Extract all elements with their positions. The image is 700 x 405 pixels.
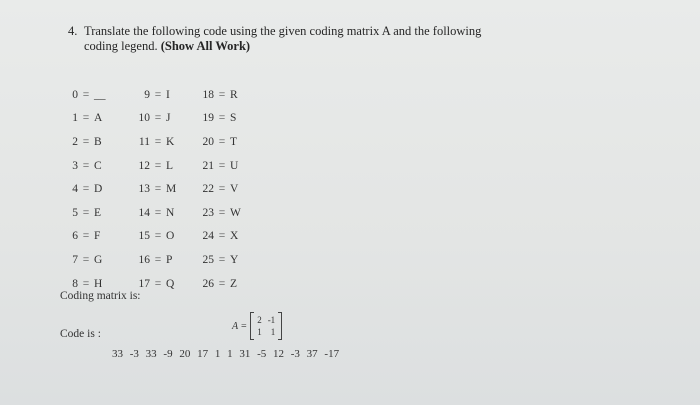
legend-entry <box>66 225 112 249</box>
legend-equals: = <box>82 135 90 148</box>
legend-equals: = <box>218 135 226 148</box>
legend-letter: U <box>230 159 239 172</box>
legend-number: 0 <box>72 88 78 101</box>
legend-letter: H <box>94 277 103 290</box>
legend-equals: = <box>218 183 226 196</box>
legend-number: 18 <box>202 88 214 101</box>
legend-number: 23 <box>202 206 214 219</box>
legend-entry <box>126 83 184 107</box>
legend-entry <box>190 130 248 154</box>
legend-equals: = <box>82 206 90 219</box>
legend-equals: = <box>82 183 90 196</box>
legend-equals: = <box>218 253 226 266</box>
legend-entry <box>126 130 184 154</box>
legend-letter: G <box>94 253 103 266</box>
legend-equals: = <box>82 253 90 266</box>
legend-letter: Q <box>166 277 175 290</box>
legend-letter: T <box>230 135 238 148</box>
legend-equals: = <box>82 277 90 290</box>
legend-equals: = <box>218 230 226 243</box>
legend-number: 14 <box>138 206 150 219</box>
legend-number: 4 <box>72 183 78 196</box>
legend-entry <box>190 225 248 249</box>
legend-number: 16 <box>138 253 150 266</box>
legend-entry <box>66 83 112 107</box>
legend-equals: = <box>218 277 226 290</box>
matrix-cell: -1 <box>267 315 276 325</box>
legend-letter: D <box>94 183 103 196</box>
legend-entry <box>190 154 248 178</box>
question-line-1 <box>68 24 508 39</box>
legend-equals: = <box>82 112 90 125</box>
legend-letter: P <box>166 253 173 266</box>
legend-entry <box>190 177 248 201</box>
legend-entry <box>66 248 112 272</box>
legend-letter: N <box>166 206 175 219</box>
legend-number: 20 <box>202 135 214 148</box>
matrix-right-bracket <box>278 312 282 340</box>
legend-letter: W <box>230 206 241 219</box>
legend-entry <box>66 130 112 154</box>
legend-letter: R <box>230 88 238 101</box>
legend-letter: E <box>94 206 102 219</box>
legend-column-1 <box>66 83 112 295</box>
legend-number: 25 <box>202 253 214 266</box>
legend-number: 9 <box>144 88 150 101</box>
legend-number: 1 <box>72 112 78 125</box>
matrix-name: A = <box>232 320 248 332</box>
legend-letter: S <box>230 112 237 125</box>
legend-entry <box>126 154 184 178</box>
legend-letter: I <box>166 88 170 101</box>
coding-matrix <box>232 312 282 340</box>
question-text <box>68 24 508 54</box>
legend-number: 12 <box>138 159 150 172</box>
legend-equals: = <box>218 206 226 219</box>
legend-entry <box>190 107 248 131</box>
legend-equals: = <box>154 88 162 101</box>
legend-number: 15 <box>138 230 150 243</box>
legend-equals: = <box>154 253 162 266</box>
show-work-instruction: (Show All Work) <box>160 39 251 53</box>
legend-number: 6 <box>72 230 78 243</box>
legend-number: 5 <box>72 206 78 219</box>
code-values: 33 -3 33 -9 20 17 1 1 31 -5 12 -3 37 -17 <box>112 348 340 360</box>
legend-letter: L <box>166 159 174 172</box>
question-number: 4. <box>68 24 78 38</box>
legend-equals: = <box>154 206 162 219</box>
legend-number: 11 <box>138 135 150 148</box>
legend-entry <box>190 248 248 272</box>
legend-letter: Z <box>230 277 238 290</box>
legend-letter: K <box>166 135 175 148</box>
legend-number: 2 <box>72 135 78 148</box>
question-line-2 <box>68 39 508 54</box>
legend-number: 24 <box>202 230 214 243</box>
legend-number: 17 <box>138 277 150 290</box>
legend-entry <box>126 248 184 272</box>
legend-letter: O <box>166 230 175 243</box>
legend-entry <box>126 225 184 249</box>
legend-number: 7 <box>72 253 78 266</box>
legend-equals: = <box>82 88 90 101</box>
legend-letter: X <box>230 230 239 243</box>
legend-entry <box>190 272 248 296</box>
legend-entry <box>190 201 248 225</box>
matrix-cell: 1 <box>257 327 262 337</box>
legend-letter: F <box>94 230 101 243</box>
legend-column-2 <box>126 83 184 295</box>
legend-equals: = <box>154 112 162 125</box>
legend-letter: M <box>166 183 177 196</box>
legend-number: 10 <box>138 112 150 125</box>
legend-letter: V <box>230 183 239 196</box>
legend-entry <box>126 177 184 201</box>
legend-equals: = <box>154 277 162 290</box>
legend-letter: C <box>94 159 102 172</box>
legend-letter: __ <box>94 88 106 101</box>
question-line-1-text: Translate the following code using the given coding matrix A and the following <box>84 24 482 38</box>
legend-equals: = <box>218 112 226 125</box>
legend-equals: = <box>82 159 90 172</box>
legend-letter: B <box>94 135 102 148</box>
legend-equals: = <box>154 183 162 196</box>
matrix-row <box>254 326 278 338</box>
legend-entry <box>66 154 112 178</box>
legend-equals: = <box>218 159 226 172</box>
legend-number: 8 <box>72 277 78 290</box>
legend-letter: A <box>94 112 103 125</box>
matrix-cell: 2 <box>257 315 262 325</box>
legend-letter: J <box>166 112 171 125</box>
code-label: Code is : <box>60 328 101 340</box>
legend-entry <box>126 107 184 131</box>
legend-entry <box>66 107 112 131</box>
legend-equals: = <box>82 230 90 243</box>
legend-entry <box>66 201 112 225</box>
legend-column-3 <box>190 83 248 295</box>
legend-equals: = <box>154 159 162 172</box>
legend-entry <box>66 177 112 201</box>
legend-entry <box>126 201 184 225</box>
legend-number: 3 <box>72 159 78 172</box>
legend-number: 19 <box>202 112 214 125</box>
matrix-row <box>254 314 278 326</box>
legend-number: 22 <box>202 183 214 196</box>
question-line-2-text: coding legend. <box>84 39 161 53</box>
legend-equals: = <box>154 135 162 148</box>
matrix-entries <box>254 314 278 338</box>
legend-number: 26 <box>202 277 214 290</box>
coding-matrix-label: Coding matrix is: <box>60 290 141 302</box>
legend-number: 21 <box>202 159 214 172</box>
legend-equals: = <box>218 88 226 101</box>
legend-letter: Y <box>230 253 239 266</box>
matrix-cell: 1 <box>270 327 276 337</box>
legend-number: 13 <box>138 183 150 196</box>
legend-entry <box>190 83 248 107</box>
legend-equals: = <box>154 230 162 243</box>
